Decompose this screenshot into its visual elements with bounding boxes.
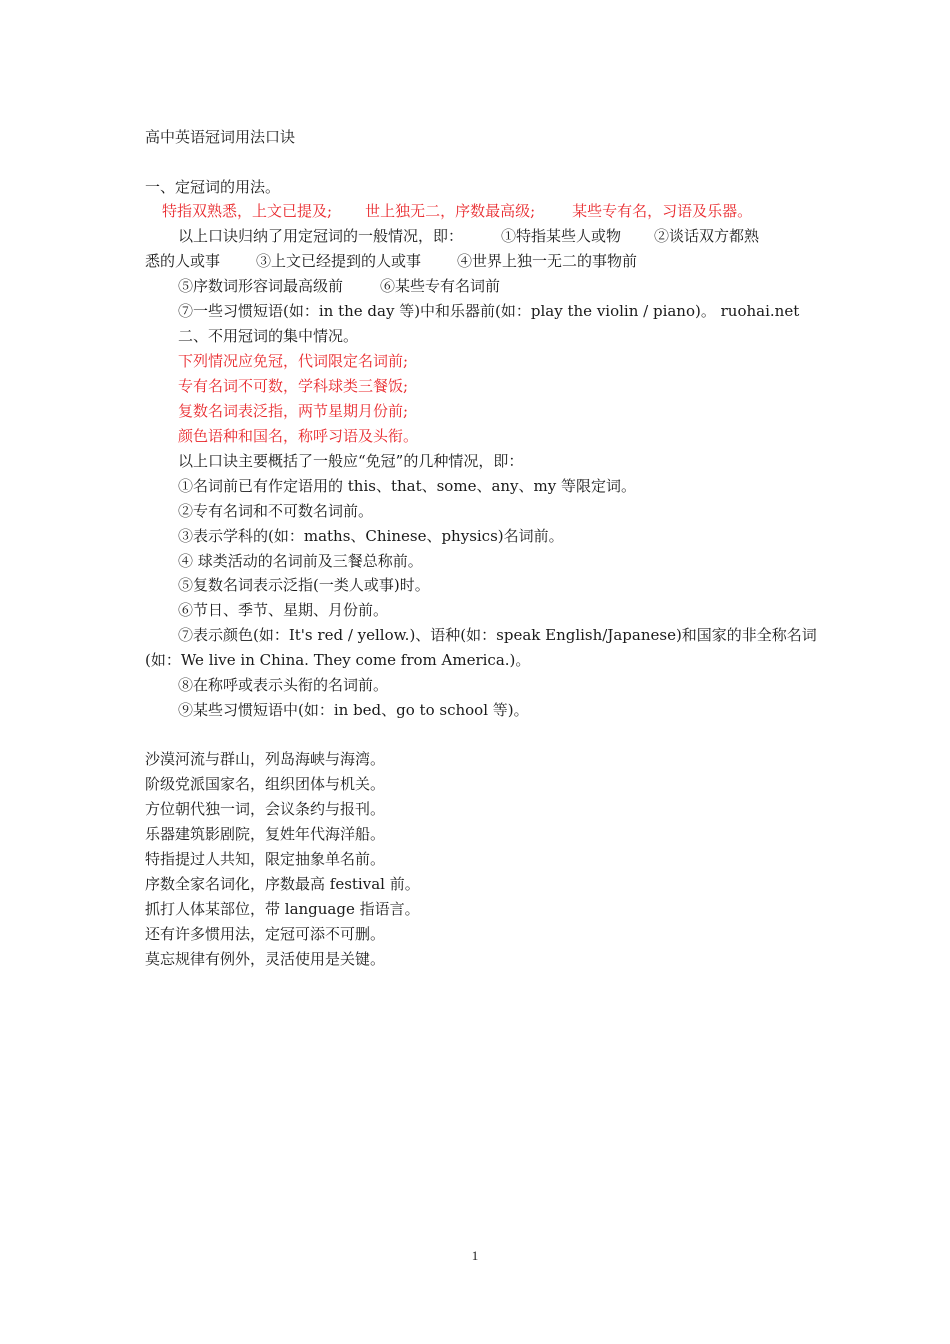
case-item: ③上文已经提到的人或事	[256, 252, 422, 270]
section2-explanation: 以上口诀主要概括了一般应“免冠”的几种情况，即：	[178, 452, 524, 470]
section2-mnemonic: 下列情况应免冠，代词限定名词前;	[178, 352, 409, 370]
section2-item: ⑨某些习惯短语中(如：in bed、go to school 等)。	[178, 701, 529, 719]
section2-item: ⑧在称呼或表示头衔的名词前。	[178, 676, 389, 694]
page-number: 1	[471, 1248, 479, 1263]
poem-line: 还有许多惯用法，定冠可添不可删。	[145, 925, 386, 943]
poem-line: 序数全家名词化，序数最高 festival 前。	[145, 875, 420, 893]
poem-line: 乐器建筑影剧院，复姓年代海洋船。	[145, 825, 386, 843]
section2-item-continued: (如：We live in China. They come from America.)。	[145, 651, 531, 669]
case-item: ④世界上独一无二的事物前	[457, 252, 638, 270]
case-item: 悉的人或事	[145, 252, 221, 270]
poem-line: 阶级党派国家名，组织团体与机关。	[145, 775, 386, 793]
poem-line: 抓打人体某部位，带 language 指语言。	[145, 900, 420, 918]
section2-mnemonic: 复数名词表泛指，两节星期月份前;	[178, 402, 409, 420]
case-item: ⑤序数词形容词最高级前	[178, 277, 344, 295]
section1-heading: 一、定冠词的用法。	[145, 178, 281, 196]
section1-cases-line	[178, 276, 500, 296]
mnemonic-part: 某些专有名，习语及乐器。	[572, 202, 753, 220]
explanation-intro: 以上口诀归纳了用定冠词的一般情况，即：	[178, 227, 464, 245]
section2-mnemonic: 颜色语种和国名，称呼习语及头衔。	[178, 427, 419, 445]
case-item: ⑥某些专有名词前	[380, 277, 501, 295]
section2-item: ⑦表示颜色(如：It's red / yellow.)、语种(如：speak English/Japanese)和国家的非全称名词	[178, 626, 817, 644]
document-title: 高中英语冠词用法口诀	[145, 128, 296, 146]
section1-mnemonic	[162, 201, 752, 221]
poem-line: 方位朝代独一词，会议条约与报刊。	[145, 800, 386, 818]
section2-item: ③表示学科的(如：maths、Chinese、physics)名词前。	[178, 527, 564, 545]
poem-line: 特指提过人共知，限定抽象单名前。	[145, 850, 386, 868]
section2-mnemonic: 专有名词不可数，学科球类三餐饭;	[178, 377, 409, 395]
section1-explanation-line	[178, 226, 759, 246]
section2-heading: 二、不用冠词的集中情况。	[178, 327, 359, 345]
section2-item: ④ 球类活动的名词前及三餐总称前。	[178, 552, 423, 570]
section1-case-7: ⑦一些习惯短语(如：in the day 等)中和乐器前(如：play the violin / piano)。 ruohai.net	[178, 302, 800, 320]
section2-item: ②专有名词和不可数名词前。	[178, 502, 374, 520]
section1-cases-line	[145, 251, 637, 271]
mnemonic-part: 特指双熟悉，上文已提及;	[162, 202, 333, 220]
mnemonic-part: 世上独无二，序数最高级;	[365, 202, 536, 220]
case-item: ②谈话双方都熟	[654, 227, 760, 245]
section2-item: ①名词前已有作定语用的 this、that、some、any、my 等限定词。	[178, 477, 636, 495]
poem-line: 沙漠河流与群山，列岛海峡与海湾。	[145, 750, 386, 768]
section2-item: ⑤复数名词表示泛指(一类人或事)时。	[178, 576, 430, 594]
poem-line: 莫忘规律有例外，灵活使用是关键。	[145, 950, 386, 968]
section2-item: ⑥节日、季节、星期、月份前。	[178, 601, 389, 619]
case-item: ①特指某些人或物	[501, 227, 622, 245]
